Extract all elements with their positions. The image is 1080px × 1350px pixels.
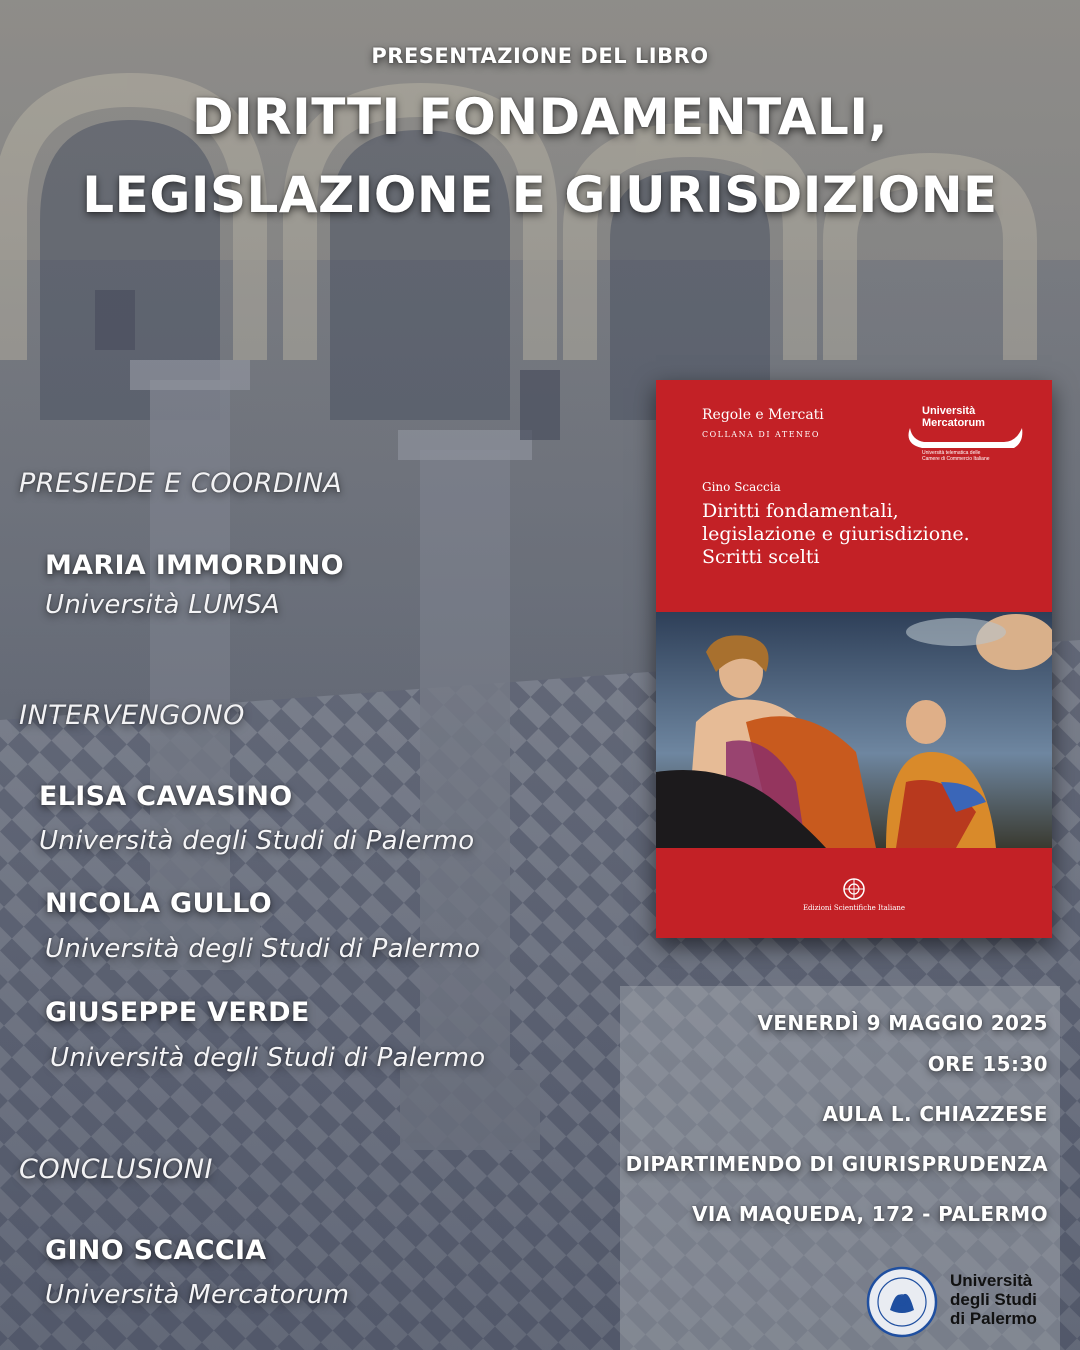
chair-affiliation: Università LUMSA	[45, 590, 281, 620]
mercatorum-sub-line-2: Camere di Commercio Italiane	[922, 456, 990, 462]
mercatorum-sub-line-1: Università telematica delle	[922, 450, 981, 456]
conclusion-name: GINO SCACCIA	[45, 1235, 267, 1266]
event-time: ORE 15:30	[927, 1052, 1048, 1076]
unipa-logo-line-2: degli Studi	[950, 1290, 1037, 1309]
event-date: VENERDÌ 9 MAGGIO 2025	[757, 1011, 1048, 1035]
speaker-name: ELISA CAVASINO	[39, 781, 293, 812]
speaker-affiliation: Università degli Studi di Palermo	[39, 826, 475, 856]
mercatorum-logo-line-2: Mercatorum	[922, 417, 985, 429]
conclusions-heading: CONCLUSIONI	[19, 1154, 213, 1185]
chair-heading: PRESIEDE E COORDINA	[19, 468, 343, 499]
book-title-line-1: DIRITTI FONDAMENTALI,	[192, 88, 888, 146]
book-cover-title-line-3: Scritti scelti	[702, 546, 820, 568]
event-room: AULA L. CHIAZZESE	[822, 1102, 1048, 1126]
conclusion-affiliation: Università Mercatorum	[45, 1280, 350, 1310]
unipa-logo-line-1: Università	[950, 1271, 1033, 1290]
mercatorum-logo-subtitle	[922, 450, 1032, 462]
speakers-heading: INTERVENGONO	[19, 700, 245, 731]
speaker-name: GIUSEPPE VERDE	[45, 997, 310, 1028]
unipa-seal-icon	[866, 1266, 938, 1338]
event-department: DIPARTIMENDO DI GIURISPRUDENZA	[625, 1152, 1048, 1176]
book-collana: COLLANA DI ATENEO	[702, 430, 820, 439]
event-address: VIA MAQUEDA, 172 - PALERMO	[691, 1202, 1048, 1226]
unipa-logo-line-3: di Palermo	[950, 1309, 1037, 1328]
speaker-affiliation: Università degli Studi di Palermo	[50, 1043, 486, 1073]
speaker-name: NICOLA GULLO	[45, 888, 272, 919]
book-author: Gino Scaccia	[702, 480, 781, 494]
book-publisher: Edizioni Scientifiche Italiane	[802, 904, 906, 912]
publisher-mark-icon	[842, 877, 866, 901]
book-title-line-2: LEGISLAZIONE E GIURISDIZIONE	[82, 166, 998, 224]
cover-painting	[656, 612, 1052, 848]
speaker-affiliation: Università degli Studi di Palermo	[45, 934, 481, 964]
chair-name: MARIA IMMORDINO	[45, 550, 344, 581]
event-kicker: PRESENTAZIONE DEL LIBRO	[371, 44, 709, 68]
book-cover	[656, 380, 1052, 938]
book-cover-title-line-2: legislazione e giurisdizione.	[702, 523, 970, 545]
mercatorum-logo-line-1: Università	[922, 405, 976, 417]
book-cover-title-line-1: Diritti fondamentali,	[702, 500, 899, 522]
book-series: Regole e Mercati	[702, 407, 824, 423]
